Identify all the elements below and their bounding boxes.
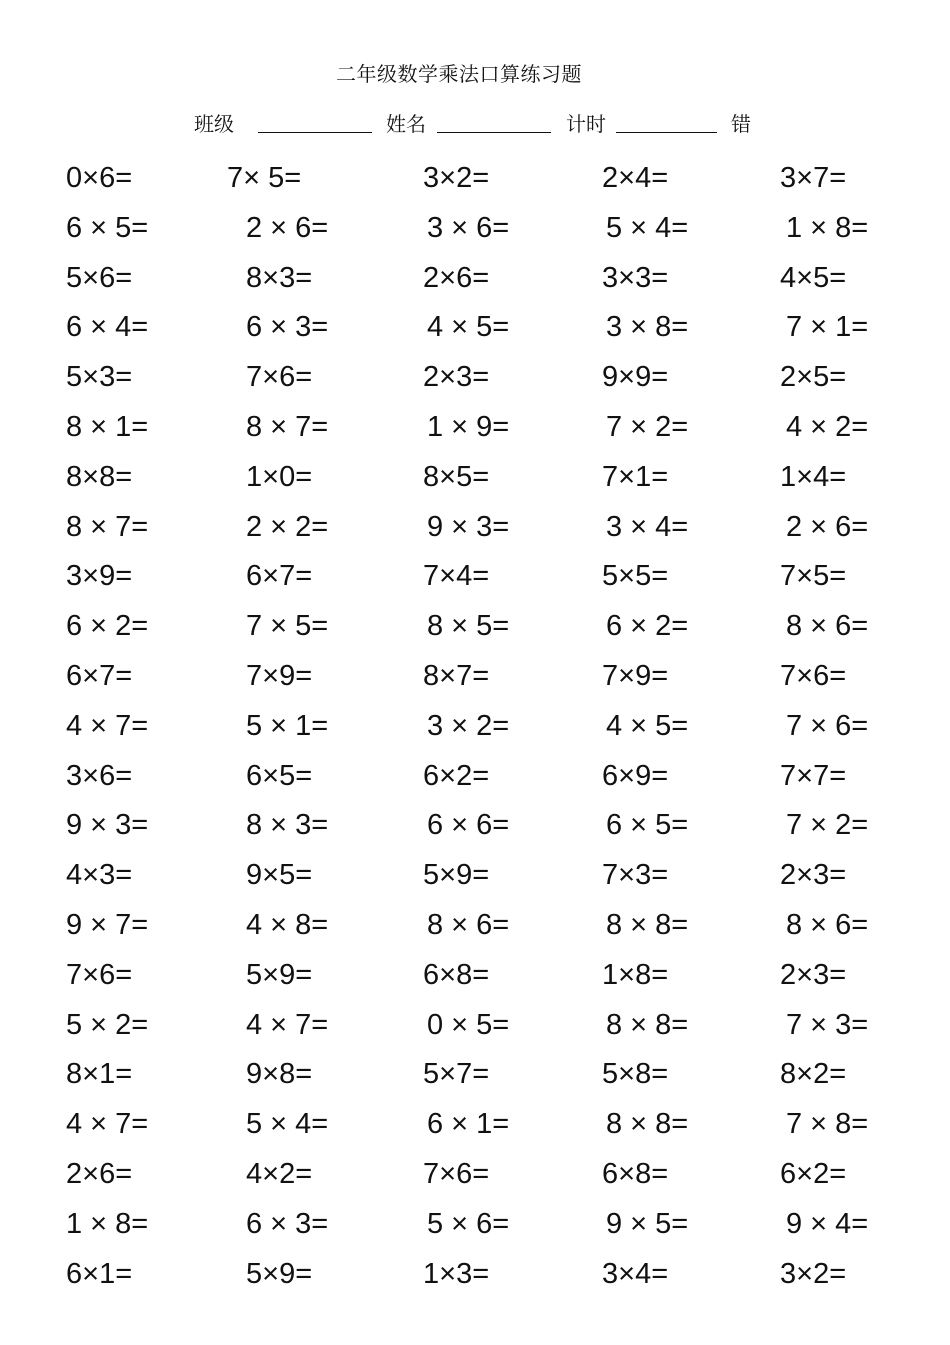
problem-item: 3×9= (66, 560, 133, 593)
problem-item: 8 × 1= (66, 410, 149, 443)
class-label: 班级 (194, 112, 234, 136)
problem-item: 6×2= (780, 1157, 847, 1190)
problem-item: 1×3= (423, 1257, 490, 1290)
problem-item: 8×7= (423, 659, 490, 692)
problem-item: 5 × 4= (246, 1108, 329, 1141)
problem-item: 9 × 5= (606, 1207, 689, 1240)
problem-item: 8 × 8= (606, 908, 689, 941)
problem-row (0, 606, 950, 656)
problem-item: 6 × 2= (606, 610, 689, 643)
problem-item: 5×9= (423, 859, 490, 892)
problem-item: 1×8= (602, 958, 669, 991)
page-title: 二年级数学乘法口算练习题 (336, 62, 582, 86)
problem-item: 5 × 1= (246, 709, 329, 742)
problem-item: 4 × 8= (246, 908, 329, 941)
problem-item: 3×6= (66, 759, 133, 792)
problem-item: 8 × 6= (786, 610, 869, 643)
problem-item: 7×7= (780, 759, 847, 792)
problem-item: 5×5= (602, 560, 669, 593)
problem-item: 0×6= (66, 162, 133, 194)
problem-item: 7×3= (602, 859, 669, 892)
time-label: 计时 (566, 112, 606, 136)
problem-item: 5 × 2= (66, 1008, 149, 1041)
problem-item: 6×7= (246, 560, 313, 593)
problem-item: 8 × 8= (606, 1008, 689, 1041)
problem-item: 3×3= (602, 261, 669, 294)
problem-row (0, 507, 950, 557)
problem-row (0, 955, 950, 1005)
problem-row (0, 855, 950, 905)
problem-row (0, 158, 950, 208)
problem-item: 3×4= (602, 1257, 669, 1290)
problem-item: 5×8= (602, 1058, 669, 1091)
problem-item: 2×3= (780, 859, 847, 892)
problem-item: 5×9= (246, 1257, 313, 1290)
problem-item: 6 × 3= (246, 1207, 329, 1240)
problem-item: 7×5= (780, 560, 847, 593)
name-blank-line (437, 132, 551, 133)
problem-row (0, 1204, 950, 1254)
problem-item: 1 × 9= (427, 410, 510, 443)
problem-row (0, 307, 950, 357)
problem-item: 7 × 2= (786, 809, 869, 842)
problem-item: 5×6= (66, 261, 133, 294)
problem-item: 6×7= (66, 659, 133, 692)
problem-row (0, 1005, 950, 1055)
problem-item: 2 × 6= (786, 510, 869, 543)
problem-item: 8 × 6= (786, 908, 869, 941)
class-blank-line (258, 132, 372, 133)
problem-item: 8 × 7= (246, 410, 329, 443)
problem-item: 1×4= (780, 460, 847, 493)
problem-item: 6×8= (423, 958, 490, 991)
problem-item: 4 × 5= (427, 311, 510, 344)
problem-item: 9 × 3= (427, 510, 510, 543)
problem-item: 2×3= (423, 361, 490, 394)
problem-item: 8 × 8= (606, 1108, 689, 1141)
problem-item: 7×6= (246, 361, 313, 394)
problem-item: 2×6= (423, 261, 490, 294)
problem-item: 7×6= (423, 1157, 490, 1190)
problem-item: 4 × 5= (606, 709, 689, 742)
problem-row (0, 1104, 950, 1154)
problem-item: 6×2= (423, 759, 490, 792)
problem-item: 6 × 3= (246, 311, 329, 344)
problem-item: 2 × 2= (246, 510, 329, 543)
problem-item: 2×5= (780, 361, 847, 394)
errors-label: 错 (731, 112, 751, 136)
problem-item: 9×8= (246, 1058, 313, 1091)
problem-item: 8 × 5= (427, 610, 510, 643)
problem-item: 7×6= (780, 659, 847, 692)
problem-row (0, 556, 950, 606)
problem-item: 9 × 4= (786, 1207, 869, 1240)
problem-item: 6×8= (602, 1157, 669, 1190)
time-blank-line (616, 132, 717, 133)
problem-item: 7 × 6= (786, 709, 869, 742)
problem-item: 7×9= (602, 659, 669, 692)
problem-item: 5×7= (423, 1058, 490, 1091)
problem-item: 7 × 3= (786, 1008, 869, 1041)
problem-item: 3 × 8= (606, 311, 689, 344)
problem-item: 1×0= (246, 460, 313, 493)
problem-item: 5 × 6= (427, 1207, 510, 1240)
problem-item: 2×6= (66, 1157, 133, 1190)
problem-row (0, 706, 950, 756)
problem-item: 6 × 2= (66, 610, 149, 643)
problem-item: 4 × 7= (66, 709, 149, 742)
problem-row (0, 1054, 950, 1104)
problem-item: 8 × 3= (246, 809, 329, 842)
problem-item: 3×2= (780, 1257, 847, 1290)
problem-row (0, 1254, 950, 1304)
problem-item: 0 × 5= (427, 1008, 510, 1041)
problem-item: 9×9= (602, 361, 669, 394)
problem-row (0, 905, 950, 955)
problem-item: 7 × 1= (786, 311, 869, 344)
problem-item: 3×7= (780, 162, 847, 194)
problem-row (0, 656, 950, 706)
name-label: 姓名 (386, 112, 426, 136)
problem-row (0, 258, 950, 308)
problem-row (0, 756, 950, 806)
problem-item: 7 × 8= (786, 1108, 869, 1141)
problem-item: 6×9= (602, 759, 669, 792)
problem-item: 2 × 6= (246, 211, 329, 244)
problem-row (0, 457, 950, 507)
problem-item: 5 × 4= (606, 211, 689, 244)
problem-item: 3×2= (423, 162, 490, 194)
problem-item: 7×9= (246, 659, 313, 692)
problem-item: 7× 5= (227, 162, 302, 194)
problem-item: 4 × 7= (66, 1108, 149, 1141)
problem-item: 5×9= (246, 958, 313, 991)
problem-item: 6×5= (246, 759, 313, 792)
problem-item: 7×6= (66, 958, 133, 991)
problem-item: 2×4= (602, 162, 669, 194)
problem-row (0, 407, 950, 457)
problem-item: 4 × 7= (246, 1008, 329, 1041)
problem-item: 7×4= (423, 560, 490, 593)
problem-item: 3 × 4= (606, 510, 689, 543)
problem-item: 8 × 6= (427, 908, 510, 941)
problem-item: 6 × 4= (66, 311, 149, 344)
problem-item: 3 × 6= (427, 211, 510, 244)
problem-row (0, 357, 950, 407)
problem-item: 8×2= (780, 1058, 847, 1091)
problem-item: 4×5= (780, 261, 847, 294)
problem-item: 9 × 3= (66, 809, 149, 842)
problem-item: 7 × 5= (246, 610, 329, 643)
problem-item: 6×1= (66, 1257, 133, 1290)
problem-item: 1 × 8= (66, 1207, 149, 1240)
problem-grid (0, 158, 950, 1303)
problem-item: 6 × 1= (427, 1108, 510, 1141)
problem-item: 2×3= (780, 958, 847, 991)
problem-row (0, 1154, 950, 1204)
problem-item: 9 × 7= (66, 908, 149, 941)
problem-item: 8×8= (66, 460, 133, 493)
problem-item: 8 × 7= (66, 510, 149, 543)
problem-item: 4 × 2= (786, 410, 869, 443)
problem-item: 5×3= (66, 361, 133, 394)
problem-row (0, 208, 950, 258)
problem-item: 4×2= (246, 1157, 313, 1190)
problem-item: 8×3= (246, 261, 313, 294)
problem-item: 4×3= (66, 859, 133, 892)
problem-row (0, 805, 950, 855)
problem-item: 8×5= (423, 460, 490, 493)
problem-item: 7 × 2= (606, 410, 689, 443)
problem-item: 7×1= (602, 460, 669, 493)
problem-item: 6 × 6= (427, 809, 510, 842)
problem-item: 6 × 5= (66, 211, 149, 244)
problem-item: 6 × 5= (606, 809, 689, 842)
problem-item: 1 × 8= (786, 211, 869, 244)
problem-item: 9×5= (246, 859, 313, 892)
problem-item: 3 × 2= (427, 709, 510, 742)
problem-item: 8×1= (66, 1058, 133, 1091)
